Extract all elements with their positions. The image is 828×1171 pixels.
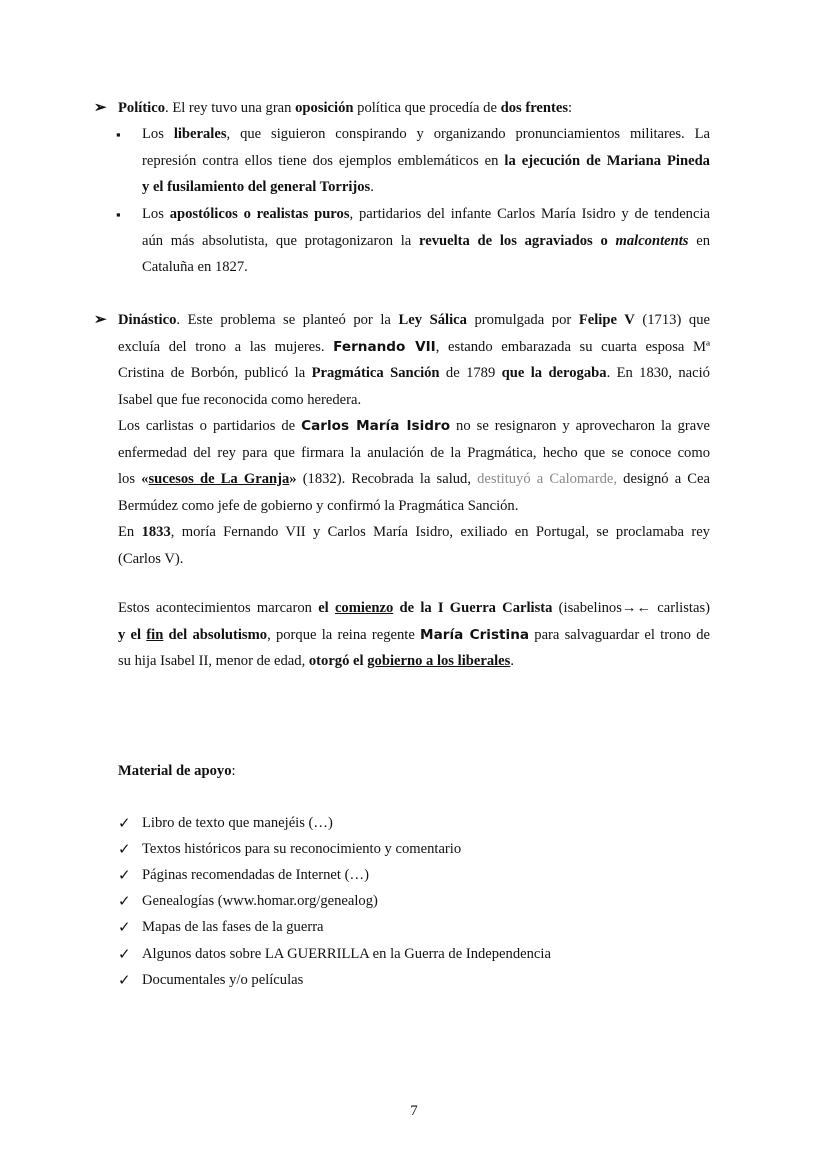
checkmark-icon: ✓ bbox=[118, 947, 131, 963]
conclusion-paragraph: Estos acontecimientos marcaron el comienzo de la I Guerra Carlista (isabelinos→← carlistas) y el fin del absolutismo, porque la reina regente María Cristina para salvaguardar el trono de su hija Isabel II, menor de edad, otorgó el gobierno a los liberales. bbox=[118, 600, 710, 669]
square-bullet-icon: ▪ bbox=[116, 127, 121, 142]
list-item: Mapas de las fases de la guerra bbox=[142, 919, 324, 935]
politico-heading: Político bbox=[118, 100, 166, 116]
liberales-paragraph: Los liberales, que siguieron conspirando y organizando pronunciamientos militares. La represión contra ellos tiene dos ejemplos emblemáticos en la ejecución de Mariana Pineda y el fusilamiento del general Torrijos. bbox=[142, 126, 710, 195]
checkmark-icon: ✓ bbox=[118, 816, 131, 832]
checkmark-icon: ✓ bbox=[118, 868, 131, 884]
checkmark-icon: ✓ bbox=[118, 920, 131, 936]
list-item: Páginas recomendadas de Internet (…) bbox=[142, 867, 369, 883]
material-title: Material de apoyo: bbox=[118, 763, 236, 779]
arrow-bullet-icon: ➢ bbox=[94, 100, 107, 116]
politico-paragraph: Político. El rey tuvo una gran oposición política que procedía de dos frentes: bbox=[118, 100, 573, 116]
checkmark-icon: ✓ bbox=[118, 894, 131, 910]
list-item: Genealogías (www.homar.org/genealog) bbox=[142, 893, 378, 909]
list-item: Textos históricos para su reconocimiento y comentario bbox=[142, 841, 462, 857]
square-bullet-icon: ▪ bbox=[116, 207, 121, 222]
checkmark-icon: ✓ bbox=[118, 973, 131, 989]
page-number: 7 bbox=[410, 1103, 418, 1119]
list-item: Libro de texto que manejéis (…) bbox=[142, 815, 333, 831]
arrows-icon: →← bbox=[621, 600, 652, 616]
checkmark-icon: ✓ bbox=[118, 842, 131, 858]
dinastico-paragraph: Dinástico. Este problema se planteó por la Ley Sálica promulgada por Felipe V (1713) que excluía del trono a las mujeres. Fernando VII, estando embarazada su cuarta esposa Mª Cristina de Borbón, publicó la Pragmática Sanción de 1789 que la derogaba. En 1830, nació Isabel que fue reconocida como heredera. Los carlistas o partidarios de Carlos María Isidro no se resignaron y aprovecharon la grave enfermedad del rey para que firmara la anulación de la Pragmática, hecho que se conoce como los «sucesos de La Granja» (1832). Recobrada la salud, destituyó a Calomarde, designó a Cea Bermúdez como jefe de gobierno y confirmó la Pragmática Sanción. En 1833, moría Fernando VII y Carlos María Isidro, exiliado en Portugal, se proclamaba rey (Carlos V). bbox=[118, 312, 710, 567]
arrow-bullet-icon: ➢ bbox=[94, 312, 107, 328]
list-item: Documentales y/o películas bbox=[142, 972, 304, 988]
list-item: Algunos datos sobre LA GUERRILLA en la Guerra de Independencia bbox=[142, 946, 551, 962]
apostolicos-paragraph: Los apostólicos o realistas puros, partidarios del infante Carlos María Isidro y de tendencia aún más absolutista, que protagonizaron la revuelta de los agraviados o malcontents en Cataluña en 1827. bbox=[142, 206, 710, 275]
dinastico-heading: Dinástico bbox=[118, 312, 177, 328]
